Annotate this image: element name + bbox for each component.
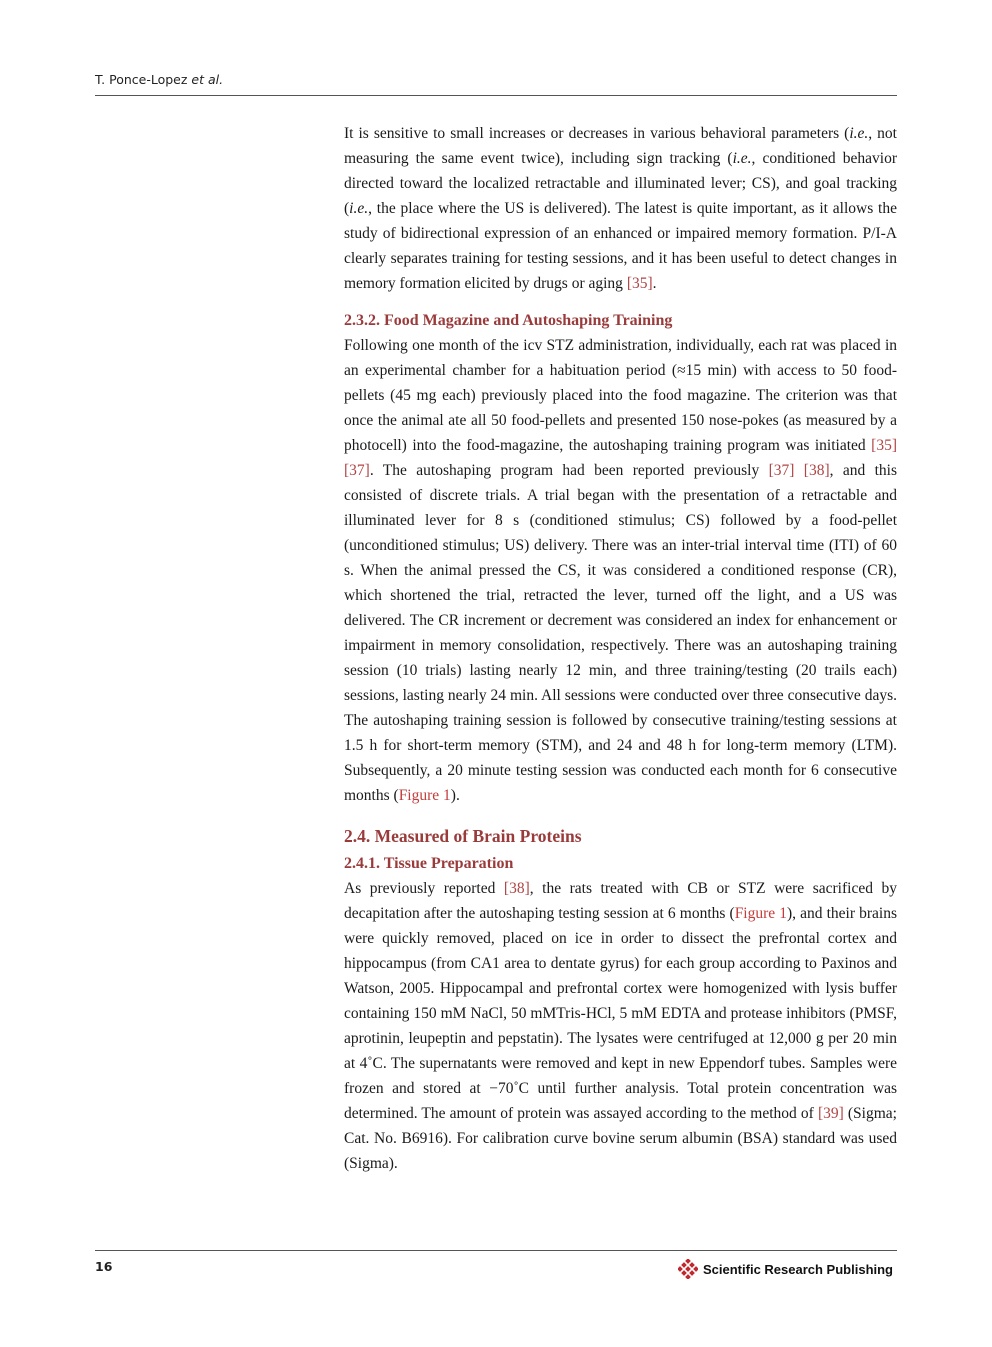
figure-1-link[interactable]: Figure 1: [734, 905, 788, 922]
citation-38[interactable]: [38]: [803, 462, 830, 479]
citation-39[interactable]: [39]: [817, 1105, 844, 1122]
footer-rule: [95, 1250, 897, 1251]
paragraph-3: As previously reported [38], the rats treated with CB or STZ were sacrificed by decapitation after the autoshaping testing session at 6 months (Figure 1), and their brains were quickly removed, placed on ice in order to dissect the prefrontal cortex and hippocampus (from CA1 area to dentate gyrus) for each group according to Paxinos and Watson, 2005. Hippocampal and prefrontal cortex were homogenized with lysis buffer containing 150 mM NaCl, 50 mMTris-HCl, 5 mM EDTA and protease inhibitors (PMSF, aprotinin, leupeptin and pepstatin). The lysates were centrifuged at 12,000 g per 20 min at 4˚C. The supernatants were removed and kept in new Eppendorf tubes. Samples were frozen and stored at −70˚C until further analysis. Total protein concentration was determined. The amount of protein was assayed according to the method of [39] (Sigma; Cat. No. B6916). For calibration curve bovine serum albumin (BSA) standard was used (Sigma).: [344, 880, 898, 1172]
publisher-badge[interactable]: [678, 1259, 893, 1279]
paragraph-1: It is sensitive to small increases or decreases in various behavioral parameters (i.e., not measuring the same event twice), including sign tracking (i.e., conditioned behavior directed toward the localized retractable and illuminated lever; CS), and goal tracking (i.e., the place where the US is delivered). The latest is quite important, as it allows the study of bidirectional expression of an enhanced or impaired memory formation. P/I-A clearly separates training for testing sessions, and it has been useful to detect changes in memory formation elicited by drugs or aging [35].: [344, 125, 897, 292]
figure-1-link[interactable]: Figure 1: [398, 787, 451, 804]
header-etal: et al.: [191, 72, 224, 87]
citation-35[interactable]: [35]: [626, 275, 653, 292]
header-rule: [95, 95, 897, 96]
page-number: 16: [95, 1259, 113, 1274]
header-author: T. Ponce-Lopez: [95, 72, 188, 87]
citation-37[interactable]: [37]: [768, 462, 795, 479]
section-heading-2-3-2: 2.3.2. Food Magazine and Autoshaping Training: [344, 312, 673, 329]
section-heading-2-4: 2.4. Measured of Brain Proteins: [344, 826, 582, 846]
citation-35[interactable]: [35]: [871, 437, 897, 454]
citation-38[interactable]: [38]: [503, 880, 530, 897]
publisher-name: Scientific Research Publishing: [703, 1261, 893, 1277]
paragraph-2: Following one month of the icv STZ administration, individually, each rat was placed in an experimental chamber for a habituation period (≈15 min) with access to 50 food-pellets (45 mg each) previously placed into the food magazine. The criterion was that once the animal ate all 50 food-pellets and presented 150 nose-pokes (as measured by a photocell) into the food-magazine, the autoshaping training program was initiated [35] [37]. The autoshaping program had been reported previously [37] [38], and this consisted of discrete trials. A trial began with the presentation of a retractable and illuminated lever for 8 s (conditioned stimulus; CS) followed by a food-pellet (unconditioned stimulus; US) delivery. There was an inter-trial interval time (ITI) of 60 s. When the animal pressed the CS, it was considered a conditioned response (CR), which shortened the trial, retracted the lever, turned off the light, and a US was delivered. The CR increment or decrement was considered an index for enhancement or impairment in memory consolidation, respectively. There was an autoshaping training session (10 trials) lasting nearly 12 min, and three training/testing (20 trails each) sessions, lasting nearly 24 min. All sessions were conducted over three consecutive days. The autoshaping training session is followed by consecutive training/testing sessions at 1.5 h for short-term memory (STM), and 24 and 48 h for long-term memory (LTM). Subsequently, a 20 minute testing session was conducted each month for 6 consecutive months (Figure 1).: [344, 337, 898, 804]
citation-37[interactable]: [37]: [344, 462, 370, 479]
publisher-logo-icon: [678, 1259, 698, 1279]
main-content: [344, 121, 897, 1176]
section-heading-2-4-1: 2.4.1. Tissue Preparation: [344, 855, 514, 872]
running-header: [95, 72, 223, 87]
